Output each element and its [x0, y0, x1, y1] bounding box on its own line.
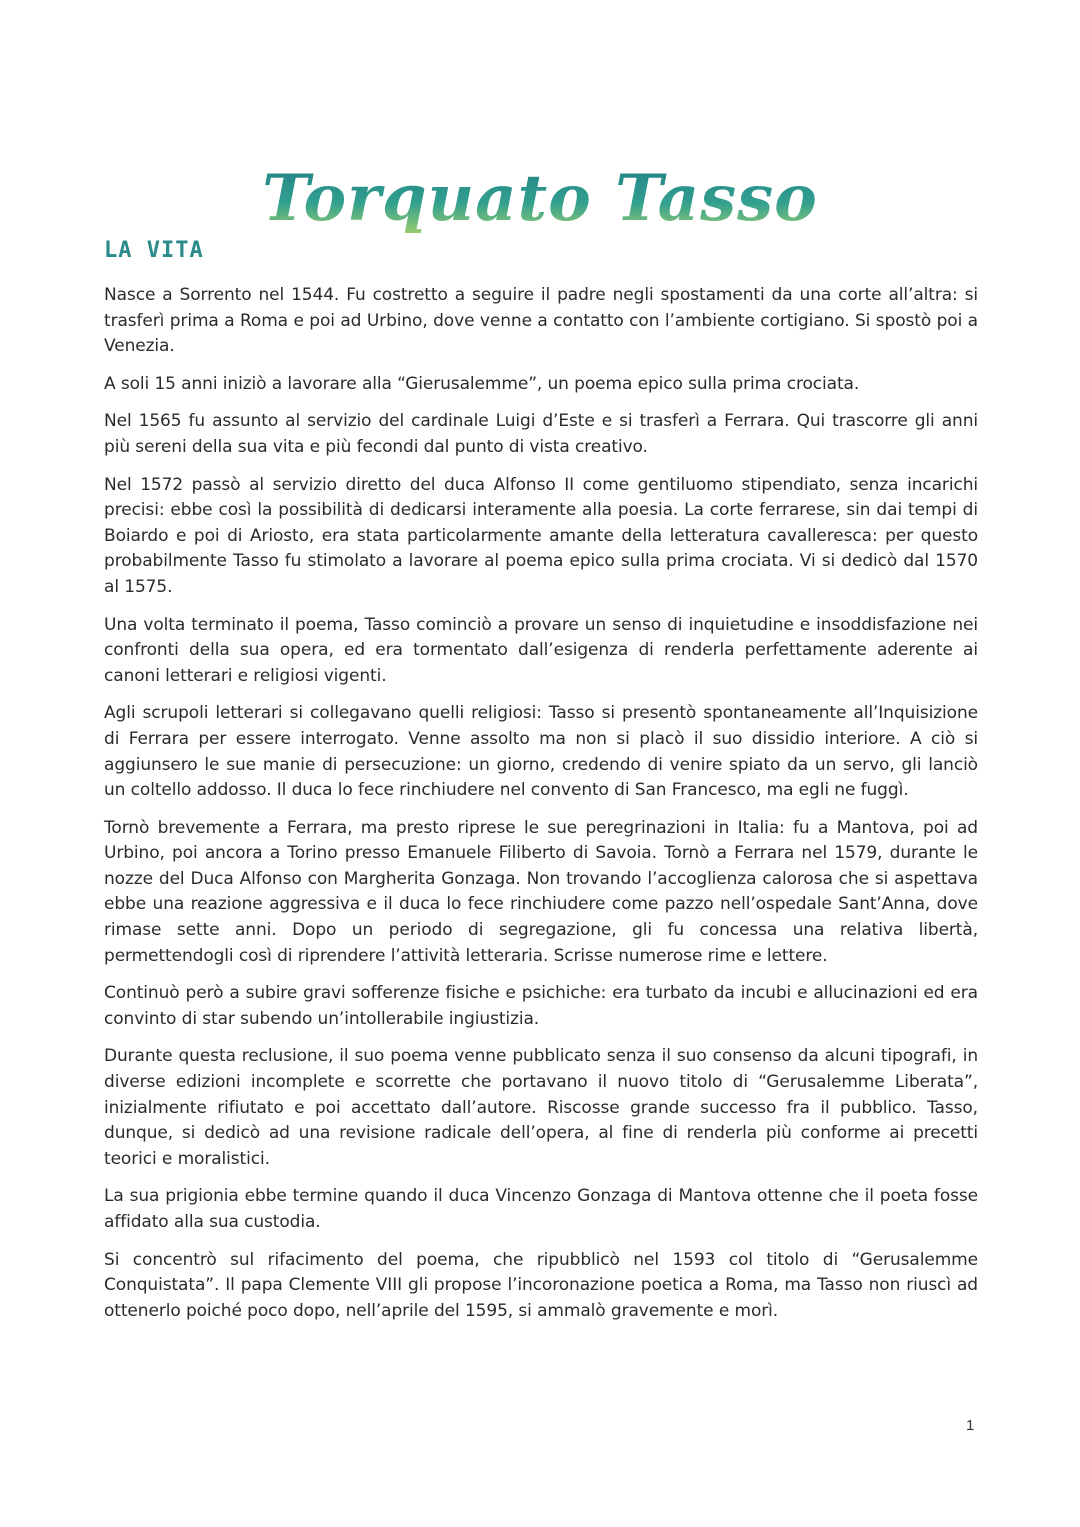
page-number: 1: [966, 1417, 975, 1434]
paragraph-gierusalemme: A soli 15 anni iniziò a lavorare alla “Gierusalemme”, un poema epico sulla prima crociata.: [104, 373, 860, 394]
page-title: Torquato Tasso: [0, 161, 1080, 238]
paragraph-inquietude: Una volta terminato il poema, Tasso cominciò a provare un senso di inquietudine e insoddisfazione nei confronti della sua opera, ed era tormentato dall’esigenza di renderla perfettamente aderente ai canoni letterari e religiosi vigenti.: [104, 614, 978, 686]
paragraph-inquisition: Agli scrupoli letterari si collegavano quelli religiosi: Tasso si presentò spontaneamente all’Inquisizione di Ferrara per essere interrogato. Venne assolto ma non si placò il suo dissidio interiore. A ciò si aggiunsero le sue manie di persecuzione: un giorno, credendo di venire spiato da un servo, gli lanciò un coltello addosso. Il duca lo fece rinchiudere nel convento di San Francesco, ma egli ne fuggì.: [104, 703, 978, 801]
paragraph-birth: Nasce a Sorrento nel 1544. Fu costretto a seguire il padre negli spostamenti da una corte all’altra: si trasferì prima a Roma e poi ad Urbino, dove venne a contatto con l’ambiente cortigiano. Si spostò poi a Venezia.: [104, 285, 978, 357]
section-heading: LA VITA: [104, 238, 204, 263]
paragraph-peregrinations: Tornò brevemente a Ferrara, ma presto riprese le sue peregrinazioni in Italia: fu a Mantova, poi ad Urbino, poi ancora a Torino presso Emanuele Filiberto di Savoia. Tornò a Ferrara nel 1579, durante le nozze del Duca Alfonso con Margherita Gonzaga. Non trovando l’accoglienza calorosa che si aspettava ebbe una reazione aggressiva e il duca lo fece rinchiudere come pazzo nell’ospedale Sant’Anna, dove rimase sette anni. Dopo un periodo di segregazione, gli fu concessa una relativa libertà, permettendogli così di riprendere l’attività letteraria. Scrisse numerose rime e lettere.: [104, 817, 978, 966]
paragraph-release: La sua prigionia ebbe termine quando il duca Vincenzo Gonzaga di Mantova ottenne che il poeta fosse affidato alla sua custodia.: [104, 1186, 978, 1232]
paragraph-publication: Durante questa reclusione, il suo poema venne pubblicato senza il suo consenso da alcuni tipografi, in diverse edizioni incomplete e scorrette che portavano il nuovo titolo di “Gerusalemme Liberata”, inizialmente rifiutato e poi accettato dall’autore. Riscosse grande successo fra il pubblico. Tasso, dunque, si dedicò ad una revisione radicale dell’opera, al fine di renderla più conforme ai precetti teorici e moralistici.: [104, 1046, 978, 1169]
paragraph-ferrara: Nel 1565 fu assunto al servizio del cardinale Luigi d’Este e si trasferì a Ferrara. Qui trascorre gli anni più sereni della sua vita e più fecondi dal punto di vista creativo.: [104, 411, 978, 457]
paragraph-conquistata: Si concentrò sul rifacimento del poema, che ripubblicò nel 1593 col titolo di “Gerusalemme Conquistata”. Il papa Clemente VIII gli propose l’incoronazione poetica a Roma, ma Tasso non riuscì ad ottenerlo poiché poco dopo, nell’aprile del 1595, si ammalò gravemente e morì.: [104, 1249, 978, 1321]
body-text: [104, 283, 978, 1336]
paragraph-alfonso: Nel 1572 passò al servizio diretto del duca Alfonso II come gentiluomo stipendiato, senza incarichi precisi: ebbe così la possibilità di dedicarsi interamente alla poesia. La corte ferrarese, sin dai tempi di Boiardo e poi di Ariosto, era stata particolarmente amante della letteratura cavalleresca: per questo probabilmente Tasso fu stimolato a lavorare al poema epico sulla prima crociata. Vi si dedicò dal 1570 al 1575.: [104, 474, 978, 597]
paragraph-suffering: Continuò però a subire gravi sofferenze fisiche e psichiche: era turbato da incubi e allucinazioni ed era convinto di star subendo un’intollerabile ingiustizia.: [104, 983, 978, 1029]
